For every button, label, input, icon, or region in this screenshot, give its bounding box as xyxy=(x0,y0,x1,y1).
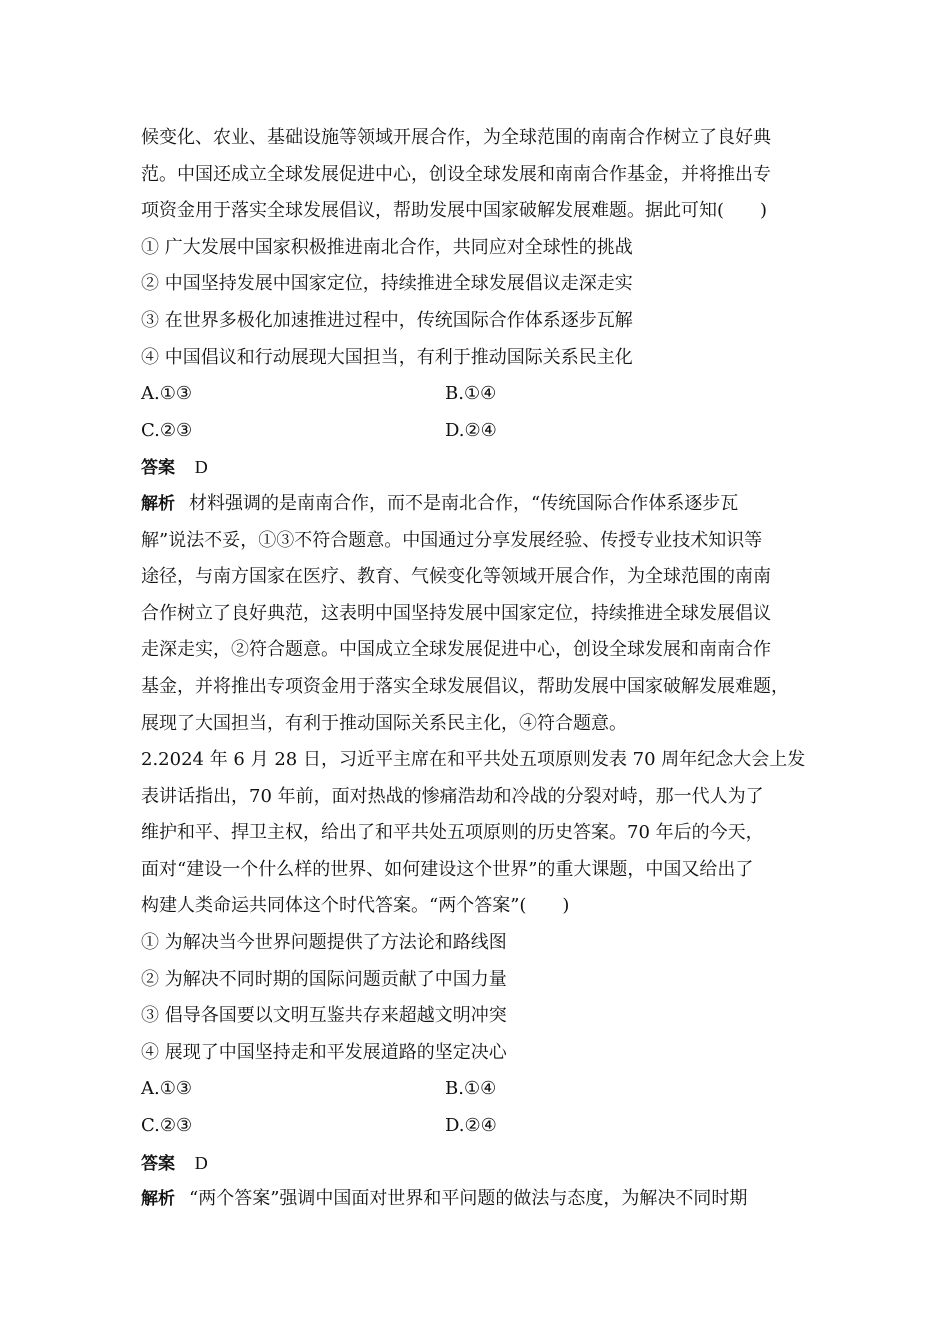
question-stem-line: 项资金用于落实全球发展倡议，帮助发展中国家破解发展难题。据此可知( ) xyxy=(141,200,768,222)
question-stem-line: 2.2024 年 6 月 28 日，习近平主席在和平共处五项原则发表 70 周年纪念大会上发 xyxy=(141,749,806,771)
analysis-line: 走深走实，②符合题意。中国成立全球发展促进中心，创设全球发展和南南合作 xyxy=(141,639,771,661)
answer-label: 答案 xyxy=(141,458,175,479)
question-2 xyxy=(141,742,813,1218)
analysis-line xyxy=(141,486,813,523)
analysis-label: 解析 xyxy=(141,1189,175,1210)
statement-2: ② 中国坚持发展中国家定位，持续推进全球发展倡议走深走实 xyxy=(141,273,633,295)
answer-value: D xyxy=(194,457,208,478)
statement-1: ① 广大发展中国家积极推进南北合作，共同应对全球性的挑战 xyxy=(141,236,633,258)
analysis-line: 展现了大国担当，有利于推动国际关系民主化，④符合题意。 xyxy=(141,712,627,734)
question-stem-line: 维护和平、捍卫主权，给出了和平共处五项原则的历史答案。70 年后的今天， xyxy=(141,822,764,844)
statement-3: ③ 在世界多极化加速推进过程中，传统国际合作体系逐步瓦解 xyxy=(141,309,633,331)
option-c: C.②③ xyxy=(141,419,193,441)
statement-3: ③ 倡导各国要以文明互鉴共存来超越文明冲突 xyxy=(141,1005,507,1027)
answer-label: 答案 xyxy=(141,1153,175,1174)
analysis-text: “两个答案”强调中国面对世界和平问题的做法与态度，为解决不同时期 xyxy=(189,1188,748,1210)
statement-1: ① 为解决当今世界问题提供了方法论和路线图 xyxy=(141,932,507,954)
question-stem-line: 表讲话指出，70 年前，面对热战的惨痛浩劫和冷战的分裂对峙，那一代人为了 xyxy=(141,785,764,807)
question-1 xyxy=(141,120,813,742)
question-stem-line: 构建人类命运共同体这个时代答案。“两个答案”( ) xyxy=(141,895,570,917)
question-stem-line: 候变化、农业、基础设施等领域开展合作，为全球范围的南南合作树立了良好典 xyxy=(141,127,771,148)
option-d: D.②④ xyxy=(445,1115,497,1137)
document-page xyxy=(141,120,813,1218)
analysis-label: 解析 xyxy=(141,493,175,514)
question-stem-line: 范。中国还成立全球发展促进中心，创设全球发展和南南合作基金，并将推出专 xyxy=(141,163,771,185)
statement-2: ② 为解决不同时期的国际问题贡献了中国力量 xyxy=(141,968,507,990)
options-row xyxy=(141,413,813,450)
option-c: C.②③ xyxy=(141,1115,193,1137)
statement-4: ④ 展现了中国坚持走和平发展道路的坚定决心 xyxy=(141,1041,507,1063)
options-row xyxy=(141,376,813,413)
option-b: B.①④ xyxy=(445,1078,497,1100)
analysis-text: 材料强调的是南南合作，而不是南北合作，“传统国际合作体系逐步瓦 xyxy=(189,492,739,514)
answer-row xyxy=(141,1145,813,1182)
options-row xyxy=(141,1108,813,1145)
answer-row xyxy=(141,449,813,486)
analysis-line: 合作树立了良好典范，这表明中国坚持发展中国家定位，持续推进全球发展倡议 xyxy=(141,602,771,624)
statement-4: ④ 中国倡议和行动展现大国担当，有利于推动国际关系民主化 xyxy=(141,346,633,368)
answer-value: D xyxy=(194,1152,208,1173)
options-row xyxy=(141,1071,813,1108)
analysis-line xyxy=(141,1181,813,1218)
analysis-line: 解”说法不妥，①③不符合题意。中国通过分享发展经验、传授专业技术知识等 xyxy=(141,529,763,551)
option-a: A.①③ xyxy=(141,383,192,405)
analysis-line: 基金，并将推出专项资金用于落实全球发展倡议，帮助发展中国家破解发展难题， xyxy=(141,675,789,697)
option-a: A.①③ xyxy=(141,1078,192,1100)
analysis-line: 途径，与南方国家在医疗、教育、气候变化等领域开展合作，为全球范围的南南 xyxy=(141,566,771,588)
option-b: B.①④ xyxy=(445,383,497,405)
option-d: D.②④ xyxy=(445,419,497,441)
question-stem-line: 面对“建设一个什么样的世界、如何建设这个世界”的重大课题，中国又给出了 xyxy=(141,858,754,880)
